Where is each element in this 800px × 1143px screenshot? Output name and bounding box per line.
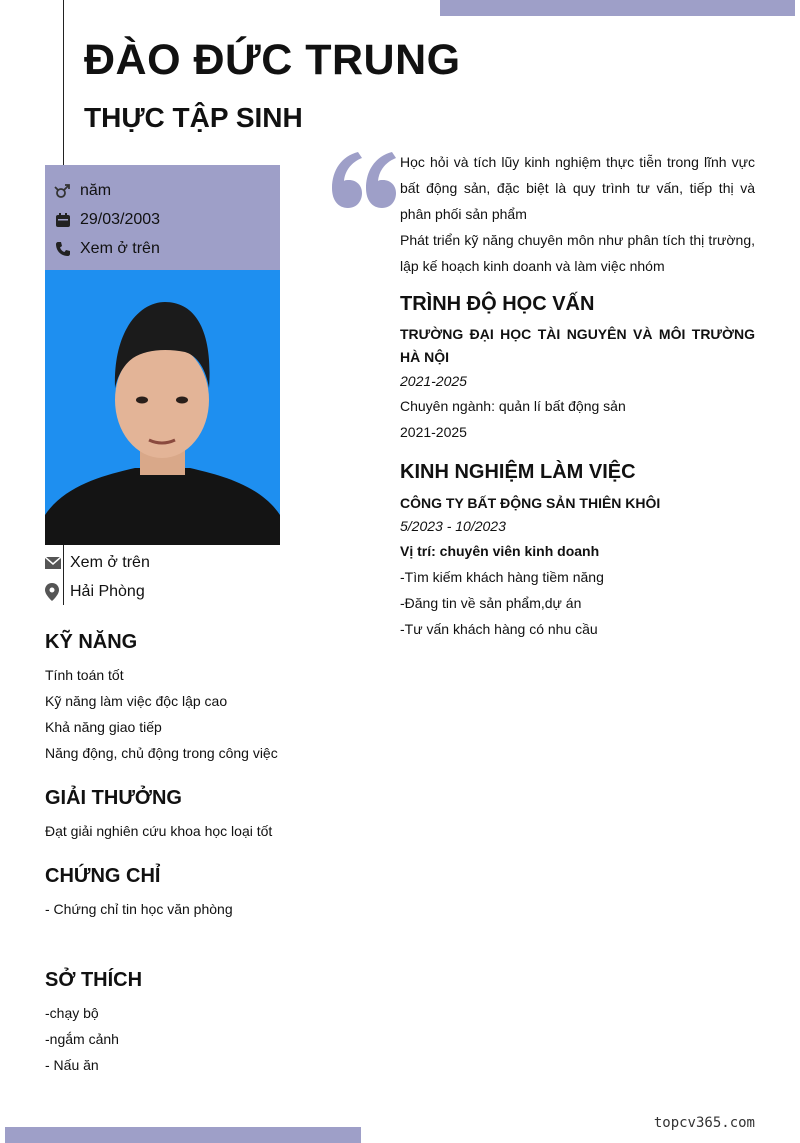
objective-line: Phát triển kỹ năng chuyên môn như phân tích thị trường, lập kế hoạch kinh doanh và làm việc nhóm [400, 232, 755, 274]
career-objective [400, 149, 755, 279]
experience-task: -Đăng tin về sản phẩm,dự án [400, 595, 582, 611]
personal-info-box [45, 165, 280, 270]
dob-value: 29/03/2003 [80, 211, 161, 228]
certificates-title: CHỨNG CHỈ [45, 865, 161, 887]
profile-photo [45, 270, 280, 545]
experience-title: KINH NGHIỆM LÀM VIỆC [400, 461, 636, 483]
candidate-title: THỰC TẬP SINH [84, 102, 303, 133]
award-item: Đạt giải nghiên cứu khoa học loại tốt [45, 823, 273, 839]
vertical-divider-top [63, 0, 64, 165]
dob-row [45, 209, 160, 231]
experience-task: -Tư vấn khách hàng có nhu cầu [400, 621, 598, 637]
hobby-item: - Nấu ăn [45, 1057, 99, 1073]
skill-item: Năng động, chủ động trong công việc [45, 745, 278, 761]
email-value: Xem ở trên [70, 554, 150, 571]
phone-row [45, 238, 160, 260]
footer-watermark: topcv365.com [653, 1115, 755, 1131]
education-period: 2021-2025 [400, 373, 467, 389]
hobby-item: -chạy bộ [45, 1005, 99, 1021]
candidate-name: ĐÀO ĐỨC TRUNG [84, 36, 461, 84]
phone-value: Xem ở trên [80, 240, 160, 257]
address-value: Hải Phòng [70, 583, 145, 600]
experience-company: CÔNG TY BẤT ĐỘNG SẢN THIÊN KHÔI [400, 495, 661, 511]
hobby-item: -ngắm cảnh [45, 1031, 119, 1047]
experience-task: -Tìm kiếm khách hàng tiềm năng [400, 569, 604, 585]
quote-icon [328, 140, 396, 220]
certificate-item: - Chứng chỉ tin học văn phòng [45, 901, 233, 917]
top-accent-bar [440, 0, 795, 16]
skill-item: Kỹ năng làm việc độc lập cao [45, 693, 228, 709]
education-school: TRƯỜNG ĐẠI HỌC TÀI NGUYÊN VÀ MÔI TRƯỜNG HÀ NỘI [400, 326, 755, 365]
skill-item: Tính toán tốt [45, 667, 124, 683]
experience-position: Vị trí: chuyên viên kinh doanh [400, 543, 600, 559]
gender-row [45, 180, 111, 202]
gender-value: năm [80, 182, 112, 199]
education-years: 2021-2025 [400, 424, 467, 440]
education-title: TRÌNH ĐỘ HỌC VẤN [400, 293, 595, 315]
gender-icon [45, 183, 80, 200]
skill-item: Khả năng giao tiếp [45, 719, 162, 735]
hobbies-title: SỞ THÍCH [45, 969, 143, 991]
bottom-accent-bar [5, 1127, 361, 1143]
map-pin-icon [45, 583, 70, 601]
calendar-icon [45, 212, 80, 228]
objective-line: Học hỏi và tích lũy kinh nghiệm thực tiễn trong lĩnh vực bất động sản, đặc biệt là quy trình tư vấn, tiếp thị và phân phối sản phẩm [400, 154, 755, 222]
phone-icon [45, 241, 80, 257]
address-row [45, 581, 145, 603]
email-row [45, 552, 150, 574]
envelope-icon [45, 557, 70, 569]
skills-title: KỸ NĂNG [45, 631, 138, 653]
awards-title: GIẢI THƯỞNG [45, 787, 182, 809]
education-major: Chuyên ngành: quản lí bất động sản [400, 398, 626, 414]
experience-period: 5/2023 - 10/2023 [400, 518, 506, 534]
